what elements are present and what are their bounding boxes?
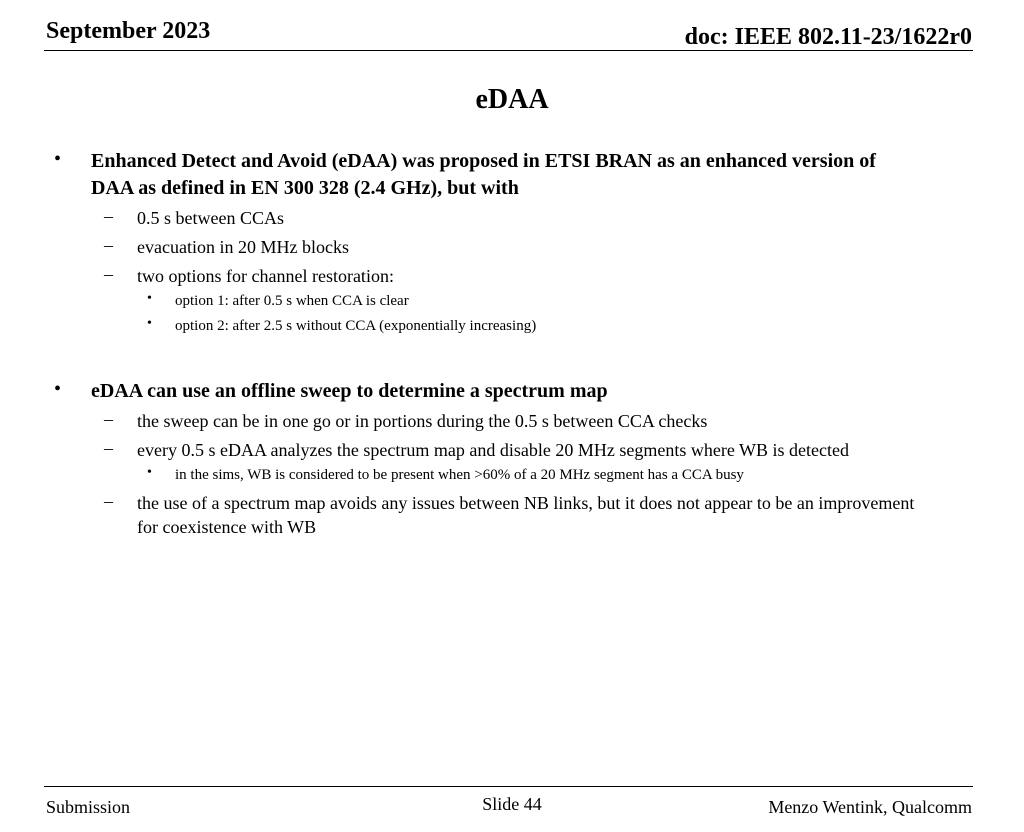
- bullet-2-text: eDAA can use an offline sweep to determine a spectrum map: [91, 380, 608, 402]
- footer-rule: [44, 786, 973, 787]
- bullet-1-subsub-2: option 2: after 2.5 s without CCA (exponentially increasing): [175, 318, 537, 334]
- header-date: September 2023: [46, 18, 211, 44]
- footer-submission: Submission: [46, 797, 131, 817]
- bullet-2-sub-1: the sweep can be in one go or in portions during the 0.5 s between CCA checks: [137, 411, 708, 431]
- dash-marker: –: [104, 491, 113, 511]
- dash-marker: –: [104, 235, 113, 255]
- bullet-1-sub-3: two options for channel restoration:: [137, 266, 394, 286]
- bullet-2-subsub-1: in the sims, WB is considered to be present when >60% of a 20 MHz segment has a CCA busy: [175, 467, 744, 483]
- footer-slide-number: Slide 44: [482, 794, 542, 814]
- bullet-2-sub-3: the use of a spectrum map avoids any issues between NB links, but it does not appear to be an improvement for coexistence with WB: [137, 493, 915, 537]
- dot-marker: •: [147, 465, 152, 480]
- header-doc-id: doc: IEEE 802.11-23/1622r0: [684, 24, 972, 50]
- header-rule: [44, 50, 973, 51]
- footer-author: Menzo Wentink, Qualcomm: [768, 797, 972, 817]
- bullet-marker: •: [54, 148, 62, 170]
- bullet-1-sub-1: 0.5 s between CCAs: [137, 208, 284, 228]
- dash-marker: –: [104, 438, 113, 458]
- bullet-2-sub-2: every 0.5 s eDAA analyzes the spectrum map and disable 20 MHz segments where WB is detected: [137, 440, 849, 460]
- bullet-1-subsub-1: option 1: after 0.5 s when CCA is clear: [175, 293, 409, 309]
- bullet-1-text: Enhanced Detect and Avoid (eDAA) was proposed in ETSI BRAN as an enhanced version of DAA as defined in EN 300 328 (2.4 GHz), but with: [91, 150, 876, 199]
- bullet-marker: •: [54, 378, 62, 400]
- dash-marker: –: [104, 409, 113, 429]
- dash-marker: –: [104, 264, 113, 284]
- slide-title: eDAA: [475, 84, 549, 115]
- bullet-1-sub-2: evacuation in 20 MHz blocks: [137, 237, 349, 257]
- dot-marker: •: [147, 291, 152, 306]
- dash-marker: –: [104, 206, 113, 226]
- dot-marker: •: [147, 316, 152, 331]
